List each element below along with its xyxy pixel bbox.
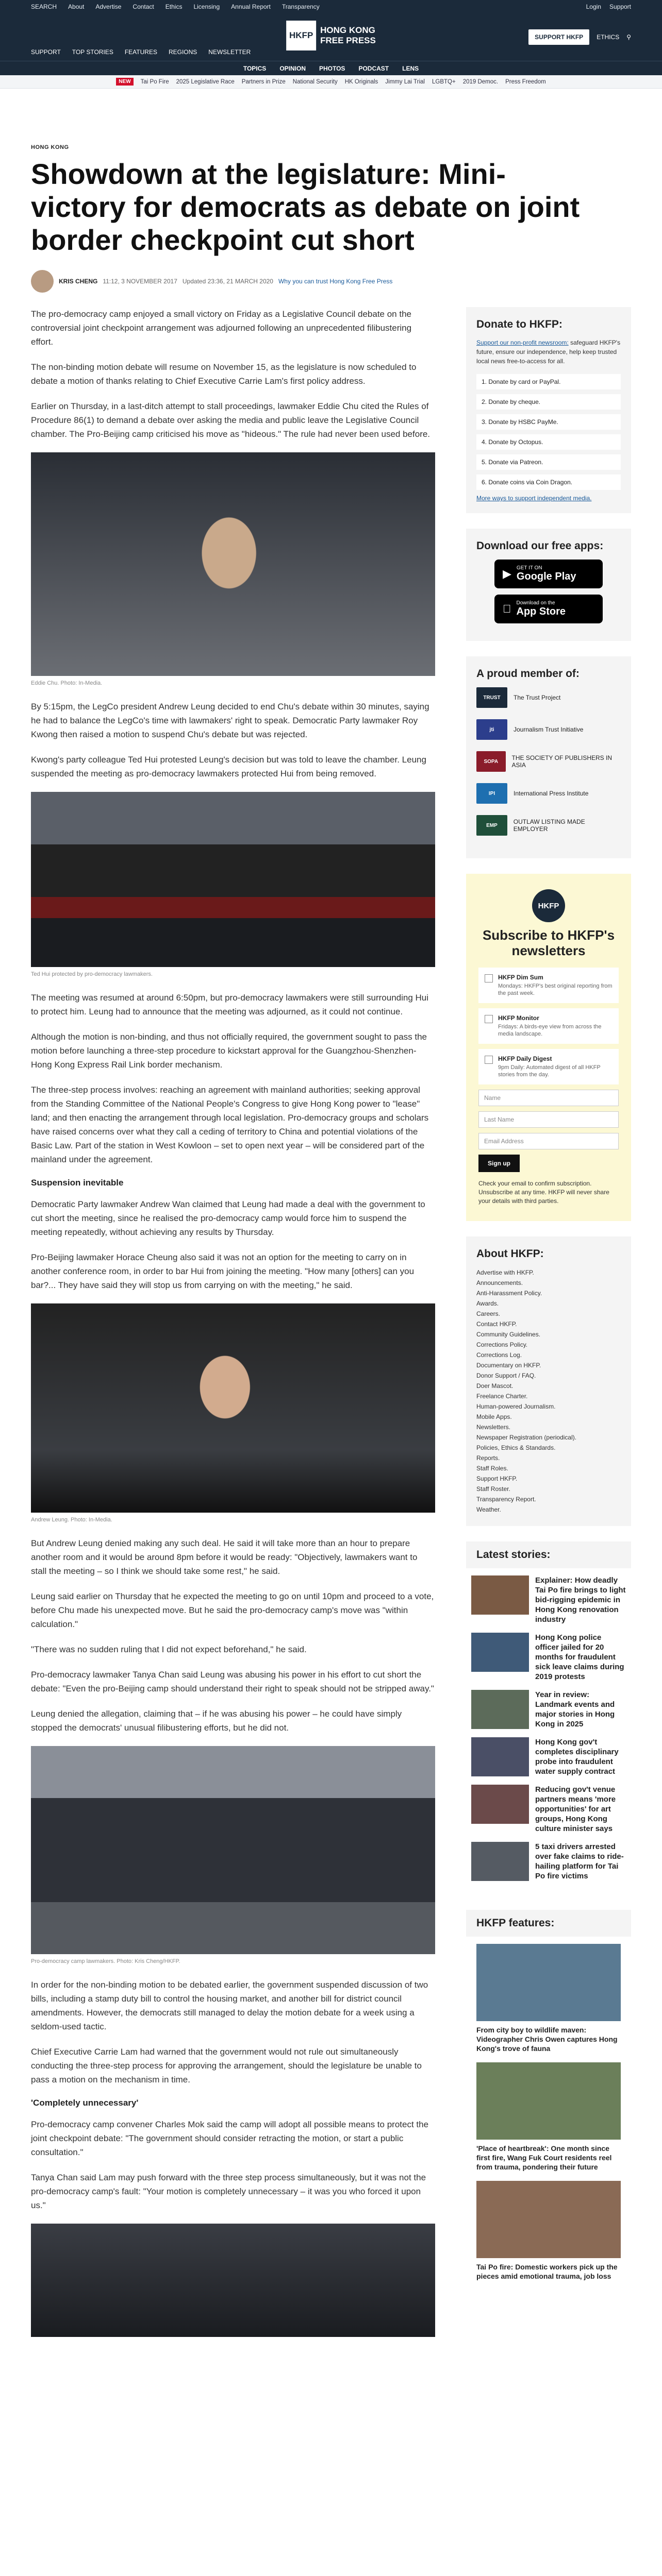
about-list bbox=[476, 1267, 621, 1515]
feature-story[interactable] bbox=[476, 1944, 621, 2053]
topbar-licensing[interactable]: Licensing bbox=[193, 3, 220, 10]
about-link[interactable]: Corrections Log. bbox=[476, 1351, 522, 1359]
paragraph: Chief Executive Carrie Lam had warned that the government would not rule out simultaneously conducting the three-step process for approving the arrangement, should the legislature be unable to pass a motion on the mechanism in time. bbox=[31, 2047, 422, 2084]
donate-desc: safeguard HKFP's future, ensure our independence, help keep trusted local news free-to-access for all. bbox=[476, 339, 621, 365]
photo-caption: Andrew Leung. Photo: In-Media. bbox=[31, 1517, 112, 1523]
app-store-small: Download on the bbox=[508, 600, 547, 606]
about-link[interactable]: Anti-Harassment Policy. bbox=[476, 1290, 542, 1297]
latest-story[interactable] bbox=[471, 1737, 626, 1776]
story-thumbnail[interactable] bbox=[471, 1690, 529, 1729]
paragraph: Democratic Party lawmaker Andrew Wan claimed that Leung had made a deal with the government to cut short the meeting, since he realised the pro-democracy camp would force him to suspend the meeting repeatedly, without achieving any results by Thursday. bbox=[31, 1199, 425, 1237]
about-link[interactable]: Reports. bbox=[476, 1454, 500, 1462]
google-play-big: Google Play bbox=[516, 571, 576, 582]
about-link[interactable]: Staff Roster. bbox=[476, 1485, 510, 1493]
story-thumbnail[interactable] bbox=[471, 1575, 529, 1615]
latest-box bbox=[466, 1541, 631, 1894]
latest-story[interactable] bbox=[471, 1842, 626, 1881]
paragraph: The non-binding motion debate will resume on November 15, as the legislature is now scheduled to debate a motion of thanks relating to Chief Executive Carrie Lam's first policy address. bbox=[31, 362, 417, 386]
feature-title[interactable]: 'Place of heartbreak': One month since first fire, Wang Fuk Court residents reel from trauma, pondering their future bbox=[476, 2144, 612, 2171]
story-thumbnail[interactable] bbox=[471, 1842, 529, 1881]
member-trust-project[interactable] bbox=[476, 687, 621, 708]
about-link[interactable]: Awards. bbox=[476, 1300, 499, 1307]
email-input[interactable]: Email Address bbox=[478, 1133, 619, 1149]
newsletter-option-monitor[interactable] bbox=[478, 1008, 619, 1044]
donate-coins[interactable]: 6. Donate coins via Coin Dragon. bbox=[476, 474, 621, 490]
utility-bar bbox=[0, 0, 662, 13]
nav-photos[interactable]: PHOTOS bbox=[319, 64, 345, 72]
photo-figure bbox=[31, 2224, 435, 2337]
donate-box bbox=[466, 307, 631, 513]
article-category[interactable]: HONG KONG bbox=[31, 144, 69, 150]
subheading: Suspension inevitable bbox=[31, 1178, 124, 1188]
about-link[interactable]: Doer Mascot. bbox=[476, 1382, 514, 1389]
byline bbox=[31, 270, 631, 293]
paragraph: "There was no sudden ruling that I did not expect beforehand," he said. bbox=[31, 1645, 307, 1654]
about-link[interactable]: Support HKFP. bbox=[476, 1475, 518, 1482]
apps-box bbox=[466, 529, 631, 641]
photo-bottom bbox=[31, 2224, 435, 2337]
photo-figure bbox=[31, 792, 435, 967]
paragraph: Tanya Chan said Lam may push forward with the three step process simultaneously, but it was not the pro-democracy camp's fault: "Your motion is completely unnecessary – it was you who forced it upon us." bbox=[31, 2173, 426, 2210]
latest-list bbox=[466, 1575, 631, 1881]
story-title[interactable]: Hong Kong gov't completes disciplinary probe into fraudulent water supply contract bbox=[535, 1738, 619, 1776]
article-title: Showdown at the legislature: Mini-victory for democrats as debate on joint border checkpoint cut short bbox=[31, 158, 580, 256]
about-link[interactable]: Newspaper Registration (periodical). bbox=[476, 1434, 577, 1441]
paragraph: Pro-Beijing lawmaker Horace Cheung also said it was not an option for the meeting to carry on in another conference room, in order to bar Hui from joining the meeting. "How many [others] can you bar?... They have said they will stop us from carrying on with the meeting," he said. bbox=[31, 1252, 415, 1290]
topbar-transparency[interactable]: Transparency bbox=[282, 3, 320, 10]
photo-figure bbox=[31, 452, 435, 676]
checkbox[interactable] bbox=[485, 1056, 493, 1064]
paragraph: By 5:15pm, the LegCo president Andrew Leung decided to end Chu's debate within 30 minutes, saying he had to balance the LegCo's time with lawmakers' right to speak. Democratic Party lawmaker Roy Kwong then raised a motion to suspend Chu's debate but was rejected. bbox=[31, 702, 429, 739]
search-icon[interactable]: ⚲ bbox=[626, 33, 631, 41]
donate-cheque[interactable]: 2. Donate by cheque. bbox=[476, 394, 621, 410]
author-avatar bbox=[31, 270, 54, 293]
paragraph: Although the motion is non-binding, and thus not officially required, the government sought to pass the motion before launching a three-step procedure to kickstart approval for the Guangzhou-Shenzhen-Hong Kong Express Rail Link border mechanism. bbox=[31, 1032, 427, 1070]
topbar-search[interactable]: SEARCH bbox=[31, 3, 57, 10]
paragraph: In order for the non-binding motion to be debated earlier, the government suspended discussion of two bills, including a stamp duty bill to control the housing market, and another bill for district council amendments. However, the democrats still managed to delay the motion debate for a week using a seldom-used tactic. bbox=[31, 1980, 428, 2031]
photo-pro-democracy-lawmakers bbox=[31, 1746, 435, 1954]
about-link[interactable]: Contact HKFP. bbox=[476, 1320, 517, 1328]
signup-button[interactable]: Sign up bbox=[478, 1155, 520, 1172]
author-name[interactable]: KRIS CHENG bbox=[59, 278, 98, 285]
story-title[interactable]: Hong Kong police officer jailed for 20 months for fraudulent sick leave claims during 2019 protests bbox=[535, 1633, 624, 1681]
nav-support[interactable]: SUPPORT bbox=[31, 48, 61, 56]
newsletter-box bbox=[466, 874, 631, 1221]
feature-thumbnail[interactable] bbox=[476, 2181, 621, 2258]
topic-tai-po-fire[interactable]: Tai Po Fire bbox=[140, 78, 169, 85]
newsletter-option-dim-sum[interactable] bbox=[478, 968, 619, 1003]
about-link[interactable]: Careers. bbox=[476, 1310, 501, 1317]
logo-name-line-2: FREE PRESS bbox=[320, 36, 376, 45]
header-nav bbox=[31, 48, 528, 56]
story-thumbnail[interactable] bbox=[471, 1633, 529, 1672]
photo-figure bbox=[31, 1303, 435, 1513]
site-logo[interactable] bbox=[286, 21, 376, 50]
story-title[interactable]: Year in review: Landmark events and major stories in Hong Kong in 2025 bbox=[535, 1690, 615, 1728]
checkbox[interactable] bbox=[485, 1015, 493, 1023]
about-link[interactable]: Mobile Apps. bbox=[476, 1413, 512, 1420]
topic-strip bbox=[0, 75, 662, 89]
donate-text bbox=[476, 338, 621, 366]
member-name: THE SOCIETY OF PUBLISHERS IN ASIA bbox=[511, 754, 612, 769]
photo-caption: Ted Hui protected by pro-democracy lawmakers. bbox=[31, 971, 153, 977]
nav-topics[interactable]: TOPICS bbox=[243, 64, 267, 72]
topic-legislative-race[interactable]: 2025 Legislative Race bbox=[176, 78, 235, 85]
support-hkfp-button[interactable]: SUPPORT HKFP bbox=[528, 29, 589, 45]
latest-story[interactable] bbox=[471, 1690, 626, 1729]
newsletter-note: Check your email to confirm subscription. Unsubscribe at any time. HKFP will never share your details with third parties. bbox=[478, 1180, 609, 1205]
member-logo: IPI bbox=[476, 783, 507, 804]
member-name: OUTLAW LISTING MADE EMPLOYER bbox=[513, 818, 585, 833]
topic-hk-originals[interactable]: HK Originals bbox=[344, 78, 378, 85]
more-ways-link[interactable]: More ways to support independent media. bbox=[476, 495, 592, 502]
donate-link[interactable]: Support our non-profit newsroom: bbox=[476, 339, 569, 346]
about-link[interactable]: Announcements. bbox=[476, 1279, 523, 1286]
app-store-big: App Store bbox=[508, 606, 557, 617]
member-logo: SOPA bbox=[476, 751, 506, 772]
updated-date: Updated 23:36, 21 MARCH 2020 bbox=[182, 278, 273, 285]
apple-icon bbox=[503, 602, 511, 616]
play-icon: ▶ bbox=[503, 567, 511, 580]
paragraph: The pro-democracy camp enjoyed a small victory on Friday as a Legislative Council debate on the controversial joint checkpoint arrangement was adjourned following an unprecedented filibustering effort. bbox=[31, 309, 412, 347]
topic-press-freedom[interactable]: Press Freedom bbox=[505, 78, 546, 85]
nav-opinion[interactable]: OPINION bbox=[279, 64, 306, 72]
newsletter-desc: Fridays: A birds-eye view from across the media landscape. bbox=[498, 1024, 602, 1037]
photo-andrew-leung bbox=[31, 1303, 435, 1513]
about-link[interactable]: Human-powered Journalism. bbox=[476, 1403, 556, 1410]
google-play-button[interactable] bbox=[494, 560, 603, 588]
about-link[interactable]: Staff Roles. bbox=[476, 1465, 508, 1472]
about-link[interactable]: Advertise with HKFP. bbox=[476, 1269, 534, 1276]
trust-link[interactable]: Why you can trust Hong Kong Free Press bbox=[278, 278, 393, 285]
last-name-input[interactable]: Last Name bbox=[478, 1111, 619, 1128]
latest-title: Latest stories: bbox=[466, 1541, 631, 1568]
publish-date: 11:12, 3 NOVEMBER 2017 bbox=[103, 278, 177, 285]
features-list bbox=[466, 1944, 631, 2281]
newsletter-name: HKFP Daily Digest bbox=[498, 1055, 552, 1062]
sidebar bbox=[466, 307, 631, 2341]
topic-partners[interactable]: Partners in Prize bbox=[241, 78, 286, 85]
feature-story[interactable] bbox=[476, 2062, 621, 2172]
paragraph: Pro-democracy lawmaker Tanya Chan said Leung was abusing his power in his effort to cut short the debate: "Even the pro-Beijing camp should understand their right to speak should not be stripped away." bbox=[31, 1670, 434, 1693]
features-title: HKFP features: bbox=[466, 1910, 631, 1937]
member-name: The Trust Project bbox=[514, 694, 561, 701]
latest-story[interactable] bbox=[471, 1633, 626, 1682]
feature-title[interactable]: Tai Po fire: Domestic workers pick up the pieces amid emotional trauma, job loss bbox=[476, 2263, 618, 2280]
login-link[interactable]: Login bbox=[586, 3, 601, 10]
story-thumbnail[interactable] bbox=[471, 1785, 529, 1824]
feature-thumbnail[interactable] bbox=[476, 2062, 621, 2140]
topbar-right bbox=[586, 3, 631, 10]
new-badge: NEW bbox=[116, 78, 133, 86]
topic-lgbtq[interactable]: LGBTQ+ bbox=[432, 78, 456, 85]
features-box bbox=[466, 1910, 631, 2281]
topic-2019-democ[interactable]: 2019 Democ. bbox=[462, 78, 499, 85]
topbar-advertise[interactable]: Advertise bbox=[95, 3, 122, 10]
member-name: International Press Institute bbox=[514, 790, 589, 797]
about-link[interactable]: Documentary on HKFP. bbox=[476, 1362, 541, 1369]
topbar-about[interactable]: About bbox=[68, 3, 85, 10]
member-logo: TRUST bbox=[476, 687, 507, 708]
ethics-link[interactable]: ETHICS bbox=[597, 33, 620, 41]
paragraph: The three-step process involves: reaching an agreement with mainland authorities; seeking approval from the Standing Committee of the National People's Congress to give Hong Kong power to "lease" land; and then enacting the arrangement through local legislation. Pro-democracy groups and scholars have raised concerns over what they call a ceding of territory to China and potential violations of the Basic Law. Part of the station in West Kowloon – set to open next year – will be considered part of the mainland under the agreement. bbox=[31, 1085, 429, 1164]
about-box bbox=[466, 1236, 631, 1526]
member-jti[interactable] bbox=[476, 719, 621, 740]
member-sopa[interactable] bbox=[476, 751, 621, 772]
photo-figure bbox=[31, 1746, 435, 1954]
topbar-contact[interactable]: Contact bbox=[133, 3, 154, 10]
logo-name bbox=[320, 25, 376, 46]
member-employer[interactable] bbox=[476, 815, 621, 836]
feature-thumbnail[interactable] bbox=[476, 1944, 621, 2021]
subheading: 'Completely unnecessary' bbox=[31, 2098, 139, 2108]
latest-story[interactable] bbox=[471, 1575, 626, 1624]
topic-national-security[interactable]: National Security bbox=[292, 78, 338, 85]
donate-card[interactable]: 1. Donate by card or PayPal. bbox=[476, 374, 621, 389]
photo-eddie-chu bbox=[31, 452, 435, 676]
story-thumbnail[interactable] bbox=[471, 1737, 529, 1776]
about-link[interactable]: Freelance Charter. bbox=[476, 1393, 528, 1400]
header-right bbox=[528, 29, 631, 45]
paragraph: Kwong's party colleague Ted Hui protested Leung's decision but was told to leave the chamber. Leung suspended the meeting as pro-democracy lawmakers protected Hui from being removed. bbox=[31, 755, 426, 778]
about-link[interactable]: Community Guidelines. bbox=[476, 1331, 541, 1338]
paragraph: But Andrew Leung denied making any such deal. He said it will take more than an hour to prepare another room and it would be around 8pm before it would be ready: "Objectively, lawmakers want to stall the meeting – so I think we should take some rest," he said. bbox=[31, 1538, 418, 1576]
google-play-small: GET IT ON bbox=[516, 565, 542, 571]
logo-mark: HKFP bbox=[286, 21, 316, 50]
newsletter-name: HKFP Dim Sum bbox=[498, 974, 543, 981]
paragraph: Earlier on Thursday, in a last-ditch attempt to stall proceedings, lawmaker Eddie Chu cited the Rules of Procedure 86(1) to demand a debate over asking the media and public leave the Legislative Council chamber. The Pro-Beijing camp criticised his move as "hideous." The rule had never been used before. bbox=[31, 401, 431, 439]
page-content bbox=[31, 144, 631, 2341]
donate-octopus[interactable]: 4. Donate by Octopus. bbox=[476, 434, 621, 450]
topic-jimmy-lai[interactable]: Jimmy Lai Trial bbox=[385, 78, 425, 85]
donate-patreon[interactable]: 5. Donate via Patreon. bbox=[476, 454, 621, 470]
story-title[interactable]: 5 taxi drivers arrested over fake claims to ride-hailing platform for Tai Po fire victims bbox=[535, 1842, 624, 1880]
about-link[interactable]: Corrections Policy. bbox=[476, 1341, 528, 1348]
newsletter-name: HKFP Monitor bbox=[498, 1014, 539, 1022]
photo-caption: Eddie Chu. Photo: In-Media. bbox=[31, 680, 103, 686]
about-link[interactable]: Weather. bbox=[476, 1506, 501, 1513]
member-logo: EMP bbox=[476, 815, 507, 836]
member-ipi[interactable] bbox=[476, 783, 621, 804]
about-link[interactable]: Transparency Report. bbox=[476, 1496, 536, 1503]
donate-title: Donate to HKFP: bbox=[476, 318, 562, 330]
topbar-annual-report[interactable]: Annual Report bbox=[231, 3, 271, 10]
support-link[interactable]: Support bbox=[609, 3, 631, 10]
newsletter-option-daily-digest[interactable] bbox=[478, 1049, 619, 1084]
apps-title: Download our free apps: bbox=[476, 540, 604, 552]
paragraph: Leung denied the allegation, claiming that – if he was abusing his power – he could have simply stopped the democrats' unusual filibustering efforts, but he did not. bbox=[31, 1709, 402, 1733]
newsletter-title: Subscribe to HKFP's newsletters bbox=[482, 927, 615, 958]
content-columns bbox=[31, 307, 631, 2341]
paragraph: The meeting was resumed at around 6:50pm, but pro-democracy lawmakers were still surrounding Hui to protect him. Leung had to announce that the meeting was adjourned, as it could not continue. bbox=[31, 993, 429, 1016]
donate-payme[interactable]: 3. Donate by HSBC PayMe. bbox=[476, 414, 621, 430]
feature-story[interactable] bbox=[476, 2181, 621, 2281]
logo-name-line-1: HONG KONG bbox=[320, 25, 375, 35]
nav-newsletter[interactable]: NEWSLETTER bbox=[208, 48, 251, 56]
nav-podcast[interactable]: PODCAST bbox=[358, 64, 389, 72]
newsletter-desc: 9pm Daily: Automated digest of all HKFP stories from the day. bbox=[498, 1064, 601, 1078]
member-name: Journalism Trust Initiative bbox=[514, 726, 584, 733]
feature-title[interactable]: From city boy to wildlife maven: Videographer Chris Owen captures Hong Kong's trove of fauna bbox=[476, 2026, 618, 2053]
photo-caption: Pro-democracy camp lawmakers. Photo: Kris Cheng/HKFP. bbox=[31, 1958, 180, 1964]
nav-features[interactable]: FEATURES bbox=[124, 48, 157, 56]
member-logo: jti bbox=[476, 719, 507, 740]
about-link[interactable]: Policies, Ethics & Standards. bbox=[476, 1444, 556, 1451]
about-title: About HKFP: bbox=[476, 1248, 544, 1260]
member-title: A proud member of: bbox=[476, 668, 580, 680]
newsletter-desc: Mondays: HKFP's best original reporting from the past week. bbox=[498, 983, 613, 996]
main-nav bbox=[0, 61, 662, 75]
checkbox[interactable] bbox=[485, 974, 493, 982]
story-title[interactable]: Reducing gov't venue partners means 'more opportunities' for art groups, Hong Kong culture minister says bbox=[535, 1785, 616, 1833]
latest-story[interactable] bbox=[471, 1785, 626, 1834]
nav-regions[interactable]: REGIONS bbox=[168, 48, 197, 56]
nav-lens[interactable]: LENS bbox=[402, 64, 419, 72]
first-name-input[interactable]: Name bbox=[478, 1090, 619, 1106]
members-box bbox=[466, 656, 631, 858]
story-title[interactable]: Explainer: How deadly Tai Po fire brings to light bid-rigging epidemic in Hong Kong renovation industry bbox=[535, 1576, 626, 1624]
paragraph: Pro-democracy camp convener Charles Mok said the camp will adopt all possible means to protect the joint checkpoint debate: "The government should consider retracting the motion, or start a public consultation." bbox=[31, 2120, 429, 2157]
paragraph: Leung said earlier on Thursday that he expected the meeting to go on until 10pm and proceed to a vote, before Chu made his unexpected move. But he said the pro-democracy camp's move was "within calculation." bbox=[31, 1591, 434, 1629]
nav-top-stories[interactable]: TOP STORIES bbox=[72, 48, 113, 56]
about-link[interactable]: Newsletters. bbox=[476, 1423, 511, 1431]
about-link[interactable]: Donor Support / FAQ. bbox=[476, 1372, 536, 1379]
photo-legco-chamber bbox=[31, 792, 435, 967]
hkfp-logo: HKFP bbox=[532, 889, 565, 922]
topbar-ethics[interactable]: Ethics bbox=[165, 3, 183, 10]
article-body bbox=[31, 307, 435, 2341]
app-store-button[interactable] bbox=[494, 595, 603, 623]
site-header bbox=[0, 13, 662, 61]
